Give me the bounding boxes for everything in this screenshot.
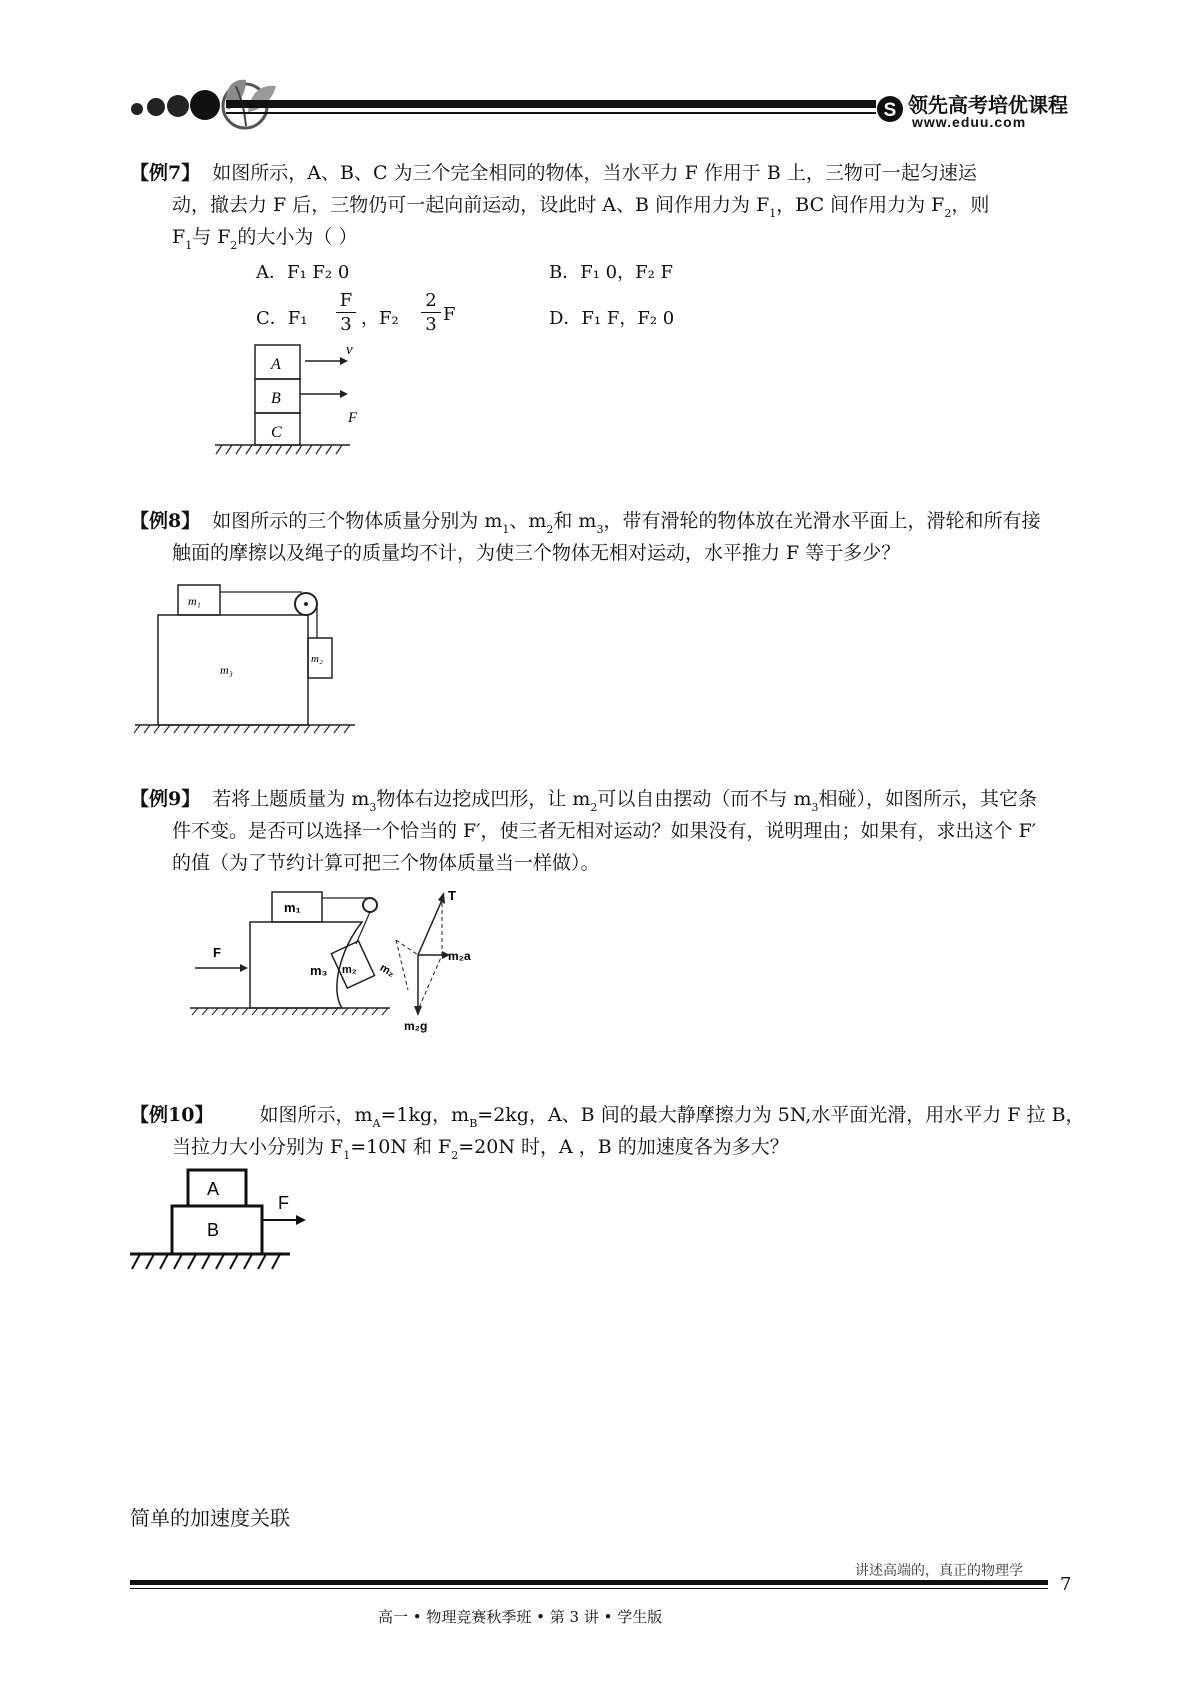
ex9-figure — [190, 880, 550, 1040]
ex7-sub: 1 — [185, 239, 193, 252]
ex10-sub: A — [372, 1117, 381, 1130]
component-dashed — [396, 940, 418, 955]
header-rule-thick — [226, 100, 876, 108]
ex10-sub: B — [469, 1117, 478, 1130]
ex7-figure — [210, 340, 360, 465]
force-arrowhead-icon — [240, 964, 248, 972]
ex10-text-1a: 如图所示，m — [259, 1104, 373, 1126]
ex7-text-3c: 的大小为（ ） — [237, 226, 358, 248]
ex9-line2 — [172, 816, 1036, 847]
block-b-label: B — [271, 390, 281, 407]
block-m2-label: m₂ — [342, 964, 357, 976]
ex9-text-1b: 物体右边挖成凹形，让 m — [376, 788, 591, 810]
ex9-text-1d: 相碰），如图所示，其它条 — [818, 788, 1037, 810]
ex8-sub: 1 — [502, 523, 510, 536]
ex8-sub: 3 — [596, 523, 604, 536]
ex7-option-c-prefix: C．F₁ — [256, 308, 308, 329]
ex8-text-1b: 、m — [509, 510, 547, 532]
component-dashed-2 — [396, 940, 408, 990]
header-dot-4 — [190, 90, 220, 120]
ground-hatching — [132, 1254, 280, 1269]
ex10-text-2c: =20N 时，A ，B 的加速度各为多大？ — [458, 1136, 789, 1158]
ground-hatching — [192, 1008, 388, 1015]
ex8-text-1c: 和 m — [553, 510, 597, 532]
ex7-fraction-1 — [336, 290, 356, 337]
ground-hatching — [216, 445, 342, 454]
ex7-option-c-mid: ，F₂ — [361, 308, 399, 329]
ex7-text-2b: ，BC 间作用力为 F — [776, 194, 945, 216]
ex7-label: 【例7】 — [130, 162, 201, 184]
ex10-text-1b: =1kg，m — [380, 1104, 470, 1126]
ex7-fraction-1-denominator: 3 — [340, 314, 352, 335]
brand-logo-letter: S — [883, 100, 897, 121]
force-label: F — [278, 1193, 289, 1213]
ex9-label: 【例9】 — [130, 788, 201, 810]
ex8-sub: 2 — [546, 523, 554, 536]
ex7-sub: 2 — [230, 239, 238, 252]
ex10-text-2b: =10N 和 F — [350, 1136, 452, 1158]
ex9-line3 — [172, 848, 600, 879]
block-m3 — [158, 615, 308, 725]
ex7-sub: 1 — [769, 207, 777, 220]
block-a-label: A — [271, 356, 281, 373]
ex8-text-1d: ，带有滑轮的物体放在光滑水平面上，滑轮和所有接 — [603, 510, 1041, 532]
ex7-option-b: B．F₁ 0，F₂ F — [549, 262, 674, 283]
header-dot-3 — [167, 95, 189, 117]
weight-label: m₂g — [404, 1019, 428, 1033]
header-dot-1 — [131, 103, 143, 115]
ex8-line2 — [172, 538, 900, 569]
ex8-label: 【例8】 — [130, 510, 201, 532]
ex7-text-2a: 动，撤去力 F 后，三物仍可一起向前运动，设此时 A、B 间作用力为 F — [172, 194, 770, 216]
pulley-axle — [304, 602, 308, 606]
block-m3-label: m₃ — [310, 963, 328, 978]
block-m1-label: m₁ — [284, 900, 301, 915]
ground-hatching — [134, 725, 350, 733]
ex10-label: 【例10】 — [130, 1104, 214, 1126]
tension-label: T — [448, 888, 456, 903]
ex10-sub: 2 — [451, 1149, 459, 1162]
footer-slogan: 讲述高端的，真正的物理学 — [855, 1563, 1023, 1579]
velocity-label: v — [346, 342, 353, 358]
ex7-text-3b: 与 F — [192, 226, 231, 248]
velocity-arrowhead-icon — [340, 357, 348, 365]
ex10-text-1c: =2kg，A、B 间的最大静摩擦力为 5N,水平面光滑，用水平力 F 拉 B， — [477, 1104, 1085, 1126]
brand-url: www.eduu.com — [912, 114, 1027, 130]
ex7-text-1: 如图所示，A、B、C 为三个完全相同的物体，当水平力 F 作用于 B 上，三物可一起匀速运 — [212, 162, 977, 184]
ex7-line1 — [130, 158, 977, 189]
ex7-text-3a: F — [172, 226, 186, 248]
ex9-text-2: 件不变。是否可以选择一个恰当的 F′，使三者无相对运动？如果没有，说明理由；如果有，求出这个 F′ — [172, 820, 1037, 842]
block-m3-label: m₃ — [220, 663, 233, 677]
ex7-fraction-2-numerator: 2 — [421, 290, 441, 313]
force-label: F — [213, 945, 221, 960]
ex7-option-d: D．F₁ F，F₂ 0 — [549, 308, 675, 329]
ex9-text-3: 的值（为了节约计算可把三个物体质量当一样做）。 — [172, 852, 600, 874]
force-arrowhead-icon — [340, 390, 348, 398]
ex9-sub: 3 — [369, 801, 377, 814]
block-m1-label: m₁ — [188, 594, 201, 608]
force-label: F — [348, 410, 358, 426]
page-number: 7 — [1060, 1574, 1072, 1595]
block-m2-label: m₂ — [311, 653, 323, 665]
net-force-label: m₂a — [448, 949, 471, 963]
ex7-line3 — [172, 222, 357, 261]
footer-rule-thin — [130, 1588, 1048, 1589]
ex9-sub: 2 — [590, 801, 598, 814]
block-a-label: A — [207, 1179, 220, 1199]
force-diagram — [378, 888, 471, 1033]
ex7-sub: 2 — [944, 207, 952, 220]
pulley-icon — [363, 898, 377, 912]
ex7-option-c-suffix: F — [443, 304, 456, 325]
footer-rule-thick — [130, 1580, 1048, 1585]
ex7-fraction-2-denominator: 3 — [425, 314, 437, 335]
page-header — [0, 0, 1191, 150]
ex10-sub: 1 — [343, 1149, 351, 1162]
force-arrowhead-icon — [296, 1215, 306, 1225]
ex8-text-1a: 如图所示的三个物体质量分别为 m — [212, 510, 503, 532]
ex7-option-a: A．F₁ F₂ 0 — [256, 262, 350, 283]
brand-name: 领先高考培优课程 — [908, 95, 1068, 117]
ex8-figure — [130, 580, 360, 735]
ex7-fraction-1-numerator: F — [336, 290, 356, 313]
ex8-text-2: 触面的摩擦以及绳子的质量均不计，为使三个物体无相对运动，水平推力 F 等于多少？ — [172, 542, 901, 564]
ex10-text-2a: 当拉力大小分别为 F — [172, 1136, 344, 1158]
section-title: 简单的加速度关联 — [130, 1506, 290, 1530]
header-dot-2 — [147, 98, 165, 116]
ex7-text-2c: ，则 — [951, 194, 990, 216]
ex9-sub: 3 — [811, 801, 819, 814]
ex10-figure — [130, 1165, 320, 1275]
block-c-label: C — [271, 424, 282, 441]
ex9-text-1a: 若将上题质量为 m — [212, 788, 370, 810]
ex9-text-1c: 可以自由摆动（而不与 m — [597, 788, 812, 810]
block-b-label: B — [207, 1220, 220, 1240]
side-mass-label: m₂ — [377, 961, 397, 980]
footer-course: 高一 • 物理竞赛秋季班 • 第 3 讲 • 学生版 — [378, 1608, 663, 1626]
header-rule-thin — [226, 112, 876, 114]
ex7-fraction-2 — [421, 290, 441, 337]
